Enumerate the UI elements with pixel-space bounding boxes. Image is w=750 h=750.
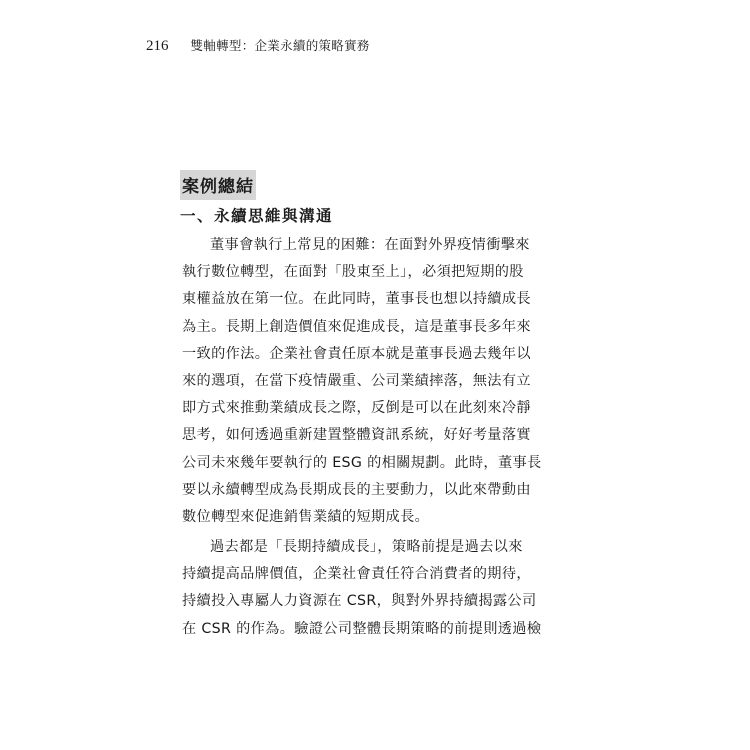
running-header — [146, 36, 370, 55]
text-line: 東權益放在第一位。在此同時，董事長也想以持續成長 — [182, 291, 531, 308]
page-number: 216 — [146, 38, 169, 54]
text-line: 一致的作法。企業社會責任原本就是董事長過去幾年以 — [182, 345, 531, 362]
text-line: 執行數位轉型，在面對「股東至上」，必須把短期的股 — [182, 264, 524, 281]
section-title: 案例總結 — [180, 170, 256, 200]
subsection-title: 一、永續思維與溝通 — [180, 207, 334, 225]
paragraph-1 — [182, 232, 542, 531]
text-line: 來的選項，在當下疫情嚴重、公司業績摔落，無法有立 — [182, 372, 531, 389]
text-line: 持續投入專屬人力資源在 CSR，與對外界持續揭露公司 — [182, 593, 537, 610]
book-title: 雙軸轉型：企業永續的策略實務 — [190, 38, 370, 53]
text-line: 為主。長期上創造價值來促進成長，這是董事長多年來 — [182, 318, 531, 335]
text-line: 即方式來推動業績成長之際，反倒是可以在此刻來冷靜 — [182, 400, 531, 417]
paragraph-2 — [182, 534, 542, 643]
text-line: 公司未來幾年要執行的 ESG 的相關規劃。此時，董事長 — [182, 454, 542, 471]
text-line: 要以永續轉型成為長期成長的主要動力，以此來帶動由 — [182, 481, 531, 498]
body-text — [182, 232, 542, 643]
text-line: 在 CSR 的作為。驗證公司整體長期策略的前提則透過檢 — [182, 620, 542, 637]
text-line: 持續提高品牌價值，企業社會責任符合消費者的期待， — [182, 566, 531, 583]
text-line: 數位轉型來促進銷售業績的短期成長。 — [182, 508, 430, 525]
text-line: 過去都是「長期持續成長」，策略前提是過去以來 — [210, 539, 523, 556]
text-line: 思考，如何透過重新建置整體資訊系統，好好考量落實 — [182, 427, 531, 444]
text-line: 董事會執行上常見的困難：在面對外界疫情衝擊來 — [210, 237, 530, 253]
